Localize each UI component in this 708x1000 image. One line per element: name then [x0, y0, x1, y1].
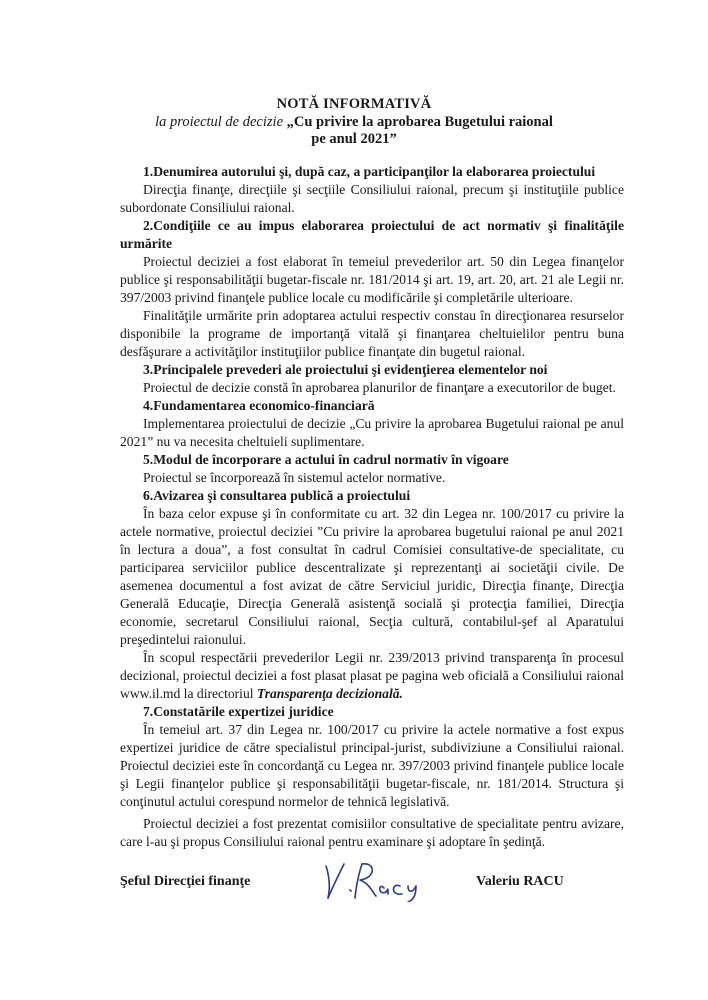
signature-block — [120, 872, 624, 912]
section-4-heading: 4.Fundamentarea economico-financiară — [143, 398, 375, 413]
handwritten-signature — [318, 856, 428, 902]
closing-paragraph: Proiectul deciziei a fost prezentat comisiilor consultative de specialitate pentru avizare, care l-au şi propus Consiliului raional pentru examinare şi adoptare în şedinţă. — [120, 816, 624, 849]
section-1-heading: 1.Denumirea autorului şi, după caz, a participanţilor la elaborarea proiectului — [143, 164, 596, 179]
document-title: NOTĂ INFORMATIVĂ — [276, 96, 432, 112]
section-6-paragraph-2 — [120, 649, 624, 703]
section-6-paragraph-1: În baza celor expuse şi în conformitate cu art. 32 din Legea nr. 100/2017 cu privire la actele normative, proiectul deciziei ”Cu privire la aprobarea bugetului raional pe anul 2021 în lectura a doua”, a fost consultat în cadrul Comisiei consultative-de specialitate, cu participarea serviciilor publice descentralizate şi reprezentanţi ai societăţii civile. De asemenea documentul a fost avizat de către Serviciul juridic, Direcţia finanţe, Direcţia Generală Educaţie, Direcţia Generală asistenţă socială şi protecţia familiei, Direcţia economie, secretarul Consiliului raional, Secţia cultură, contabilul-şef al Aparatului preşedintelui raionului. — [120, 506, 624, 647]
section-2-paragraph-1: Proiectul deciziei a fost elaborat în temeiul prevederilor art. 50 din Legea finanţelor publice şi responsabilităţii bugetar-fiscale nr. 181/2014 şi art. 19, art. 20, art. 21 ale Legii nr. 397/2003 privind finanţele publice locale cu modificările şi completările ulterioare. — [120, 254, 624, 305]
section-6-heading: 6.Avizarea şi consultarea publică a proiectului — [143, 488, 411, 503]
signature-label: Şeful Direcţiei finanţe — [120, 874, 251, 889]
section-3-text: Proiectul de decizie constă în aprobarea planurilor de finanţare a executorilor de buget. — [143, 380, 616, 395]
section-7-text: În temeiul art. 37 din Legea nr. 100/2017 cu privire la actele normative a fost expus expertizei juridice de către specialistul principal-jurist, subdiviziune a Consiliului raional. Proiectul deciziei este în concordanţă cu Legea nr. 397/2003 privind finanţele publice locale şi Legii finanţelor publice şi responsabilităţii bugetar-fiscale, nr. 181/2014. Structura şi conţinutul actului corespund normelor de tehnică legislativă. — [120, 722, 624, 809]
section-5-text: Proiectul se încorporează în sistemul actelor normative. — [143, 470, 446, 485]
section-2-heading: 2.Condiţiile ce au impus elaborarea proiectului de act normativ şi finalităţile urmărite — [120, 218, 624, 251]
subtitle-prefix: la proiectul de decizie — [155, 114, 284, 130]
section-7-heading: 7.Constatările expertizei juridice — [143, 704, 334, 719]
section-1-text: Direcţia finanţe, direcţiile şi secţiile Consiliului raional, precum şi instituţiile publice subordonate Consiliului raional. — [120, 182, 624, 215]
section-3-heading: 3.Principalele prevederi ale proiectului şi evidenţierea elementelor noi — [143, 362, 548, 377]
document-body — [120, 163, 624, 851]
section-5-heading: 5.Modul de încorporare a actului în cadrul normativ în vigoare — [143, 452, 509, 467]
transparency-directory-label: Transparenţa decizională. — [256, 686, 403, 701]
signatory-name: Valeriu RACU — [476, 874, 564, 889]
section-6-paragraph-2-text: În scopul respectării prevederilor Legii nr. 239/2013 privind transparenţa în procesul decizional, proiectul deciziei a fost plasat plasat pe pagina web oficială a Consiliului raional www.il.md la directoriul — [120, 650, 624, 701]
section-2-paragraph-2: Finalităţile urmărite prin adoptarea actului respectiv constau în direcţionarea resurselor disponibile la programe de importanţă vitală şi finanţarea cheltuielilor pentru buna desfăşurare a activităţilor instituţiilor publice finanţate din bugetul raional. — [120, 308, 624, 359]
subtitle-main: „Cu privire la aprobarea Bugetului raional pe anul 2021” — [286, 114, 553, 147]
document-subtitle — [150, 114, 558, 148]
section-4-text: Implementarea proiectului de decizie „Cu privire la aprobarea Bugetului raional pe anul 2021” nu va necesita cheltuieli suplimentare. — [120, 416, 624, 449]
